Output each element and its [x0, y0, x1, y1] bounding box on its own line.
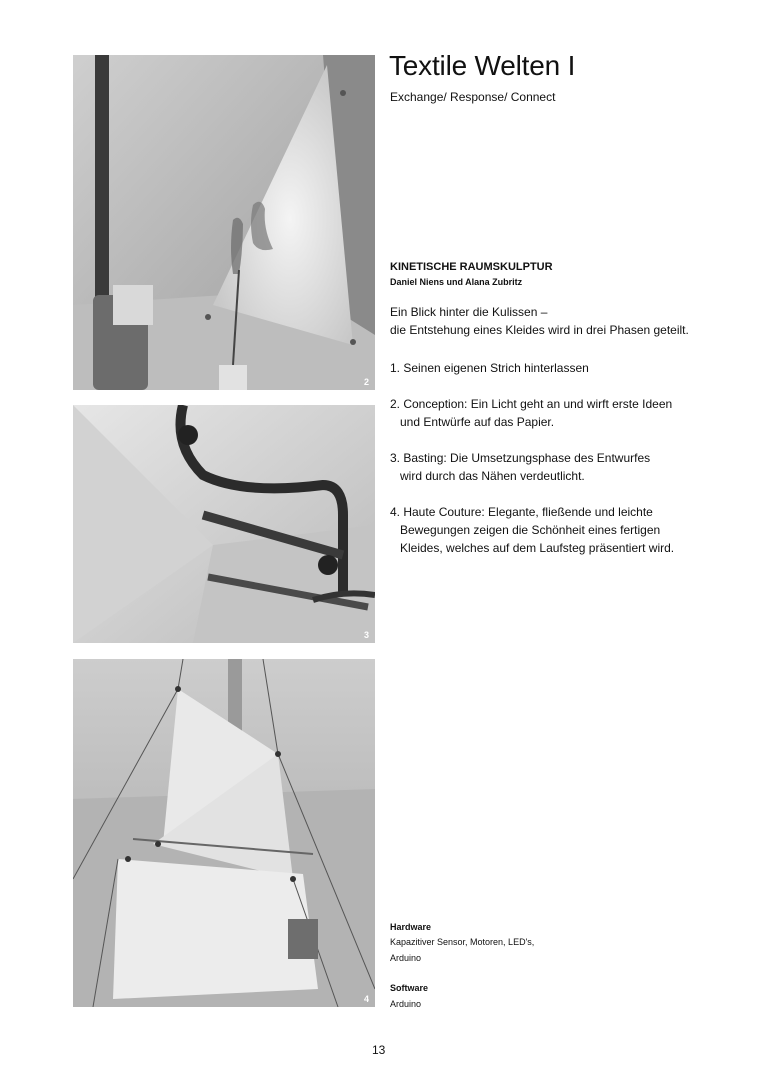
phase-1: [390, 359, 750, 377]
phase-3: [390, 449, 750, 485]
phase-line: Bewegungen zeigen die Schönheit eines fertigen: [400, 523, 661, 537]
photo-suspended-fabric-sails: [73, 659, 375, 1007]
intro-line: die Entstehung eines Kleides wird in drei Phasen geteilt.: [390, 323, 689, 337]
phase-line: 3. Basting: Die Umsetzungsphase des Entwurfes: [390, 451, 651, 465]
hardware-line: Kapazitiver Sensor, Motoren, LED's,: [390, 937, 535, 947]
phase-line: Kleides, welches auf dem Laufsteg präsentiert wird.: [400, 541, 675, 555]
photo-3-image: [73, 405, 375, 643]
software-value: Arduino: [390, 999, 422, 1009]
phase-4: [390, 503, 750, 557]
phase-line: und Entwürfe auf das Papier.: [400, 415, 555, 429]
phase-2: [390, 395, 750, 431]
phase-line: wird durch das Nähen verdeutlicht.: [400, 469, 585, 483]
figure-number: 2: [363, 377, 369, 387]
page-subtitle: Exchange/ Response/ Connect: [390, 90, 556, 104]
hardware-line: Arduino: [390, 953, 422, 963]
hardware-label: Hardware: [390, 922, 432, 932]
figure-number: 4: [363, 994, 369, 1004]
figure-number: 3: [363, 630, 369, 640]
photo-2-image: [73, 55, 375, 390]
section-title: KINETISCHE RAUMSKULPTUR: [390, 261, 553, 273]
phase-line: 1. Seinen eigenen Strich hinterlassen: [390, 361, 589, 375]
phase-line: 4. Haute Couture: Elegante, fließende und leichte: [390, 505, 653, 519]
intro-paragraph: [390, 303, 750, 339]
authors: Daniel Niens und Alana Zubritz: [390, 277, 523, 287]
photo-metal-arm-mechanism: [73, 405, 375, 643]
page-number: 13: [372, 1043, 386, 1057]
photo-4-image: [73, 659, 375, 1007]
software-label: Software: [390, 983, 429, 993]
photo-fabric-light-silhouette: [73, 55, 375, 390]
phase-line: 2. Conception: Ein Licht geht an und wirft erste Ideen: [390, 397, 673, 411]
page-title: Textile Welten I: [389, 50, 576, 81]
hardware-value: [390, 934, 534, 966]
intro-line: Ein Blick hinter die Kulissen –: [390, 305, 548, 319]
